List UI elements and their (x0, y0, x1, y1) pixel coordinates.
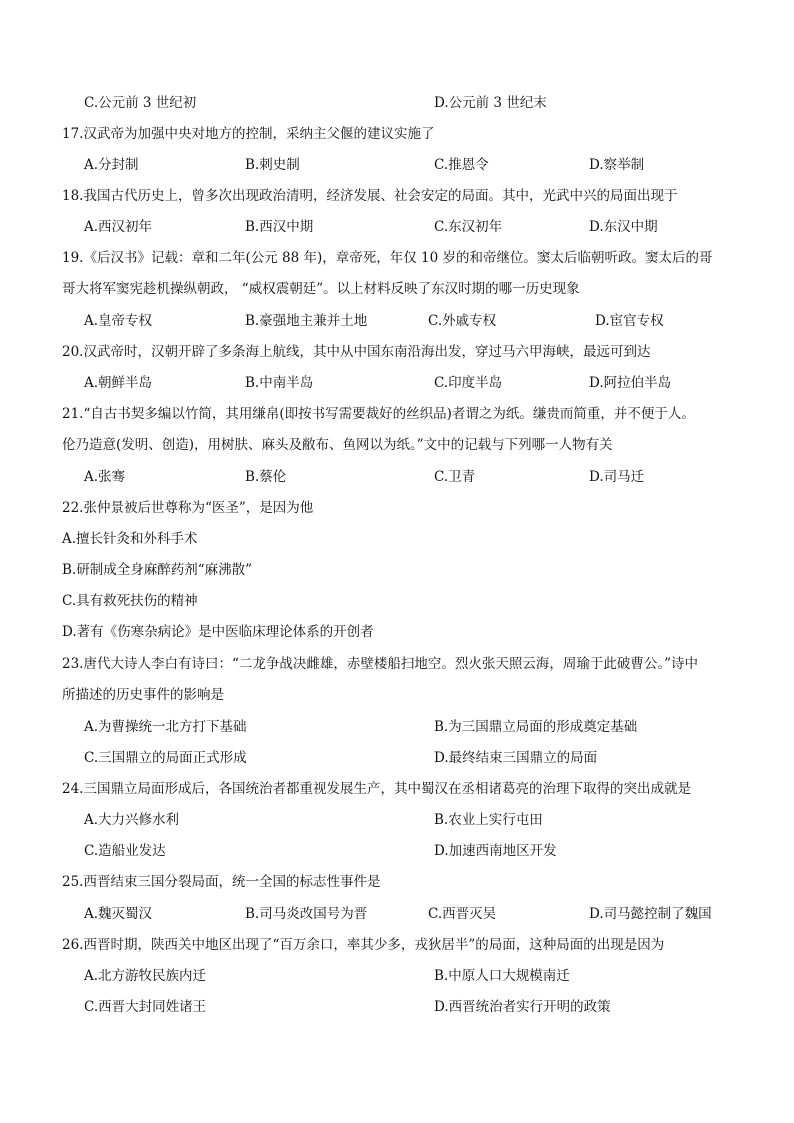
question-18-options (0, 217, 794, 237)
question-21-stem-line-1: 21.“自古书契多编以竹简，其用缣帛(即按书写需要裁好的丝织品)者谓之为纸。缣贵而简重，并不便于人。 (62, 406, 695, 422)
q18-option-a[interactable]: A.西汉初年 (84, 219, 153, 235)
q20-option-c[interactable]: C.印度半岛 (434, 375, 503, 391)
q22-option-c[interactable]: C.具有救死扶伤的精神 (62, 593, 198, 609)
q19-option-d[interactable]: D.宦官专权 (595, 313, 664, 329)
question-19-stem-line-1: 19.《后汉书》记载：章和二年(公元 88 年)，章帝死，年仅 10 岁的和帝继位。窦太后临朝听政。窦太后的哥 (62, 250, 713, 266)
q26-option-a[interactable]: A.北方游牧民族内迁 (84, 968, 207, 984)
question-16-options-cd (0, 93, 794, 113)
q26-option-b[interactable]: B.中原人口大规模南迁 (434, 968, 570, 984)
q25-option-c[interactable]: C.西晋灭吴 (428, 906, 497, 922)
q21-option-c[interactable]: C.卫青 (434, 469, 476, 485)
question-23-stem-line-2: 所描述的历史事件的影响是 (62, 687, 224, 703)
q25-option-b[interactable]: B.司马炎改国号为晋 (245, 906, 368, 922)
question-20-options (0, 373, 794, 393)
q22-option-d[interactable]: D.著有《伤寒杂病论》是中医临床理论体系的开创者 (62, 624, 374, 640)
q17-option-c[interactable]: C.推恩令 (434, 157, 489, 173)
q16-option-d[interactable]: D.公元前 3 世纪末 (434, 95, 547, 111)
q17-option-d[interactable]: D.察举制 (589, 157, 645, 173)
q19-option-b[interactable]: B.豪强地主兼并土地 (245, 313, 368, 329)
question-24-options-ab (0, 810, 794, 830)
q22-option-b[interactable]: B.研制成全身麻醉药剂“麻沸散” (62, 562, 253, 578)
q23-option-d[interactable]: D.最终结束三国鼎立的局面 (434, 750, 598, 766)
q17-option-a[interactable]: A.分封制 (84, 157, 139, 173)
q16-option-c[interactable]: C.公元前 3 世纪初 (84, 95, 197, 111)
q25-option-a[interactable]: A.魏灭蜀汉 (84, 906, 153, 922)
question-24-options-cd (0, 841, 794, 861)
q26-option-d[interactable]: D.西晋统治者实行开明的政策 (434, 999, 611, 1015)
q23-option-a[interactable]: A.为曹操统一北方打下基础 (84, 719, 247, 735)
q21-option-a[interactable]: A.张骞 (84, 469, 126, 485)
question-25-stem: 25.西晋结束三国分裂局面，统一全国的标志性事件是 (62, 874, 381, 890)
question-25-options (0, 904, 794, 924)
q18-option-c[interactable]: C.东汉初年 (434, 219, 503, 235)
question-18-stem: 18.我国古代历史上，曾多次出现政治清明，经济发展、社会安定的局面。其中，光武中兴的局面出现于 (62, 188, 678, 204)
q20-option-b[interactable]: B.中南半岛 (245, 375, 314, 391)
question-23-stem-line-1: 23.唐代大诗人李白有诗曰：“二龙争战决雌雄，赤壁楼船扫地空。烈火张天照云海，周瑜于此破曹公。”诗中 (62, 656, 699, 672)
question-26-options-cd (0, 997, 794, 1017)
question-22-stem: 22.张仲景被后世尊称为“医圣”，是因为他 (62, 500, 314, 516)
q24-option-a[interactable]: A.大力兴修水利 (84, 812, 180, 828)
question-21-stem-line-2: 伦乃造意(发明、创造)，用树肤、麻头及敝布、鱼网以为纸。”文中的记载与下列哪一人物有关 (62, 437, 613, 453)
q24-option-c[interactable]: C.造船业发达 (84, 843, 166, 859)
question-20-stem: 20.汉武帝时，汉朝开辟了多条海上航线，其中从中国东南沿海出发，穿过马六甲海峡，最远可到达 (62, 344, 651, 360)
q18-option-d[interactable]: D.东汉中期 (589, 219, 658, 235)
question-26-stem: 26.西晋时期，陕西关中地区出现了“百万余口，率其少多，戎狄居半”的局面，这种局面的出现是因为 (62, 937, 665, 953)
question-17-stem: 17.汉武帝为加强中央对地方的控制，采纳主父偃的建议实施了 (62, 126, 435, 142)
q23-option-c[interactable]: C.三国鼎立的局面正式形成 (84, 750, 247, 766)
question-17-options (0, 155, 794, 175)
question-19-options (0, 311, 794, 331)
question-21-options (0, 467, 794, 487)
q21-option-d[interactable]: D.司马迁 (589, 469, 645, 485)
q26-option-c[interactable]: C.西晋大封同姓诸王 (84, 999, 207, 1015)
q24-option-d[interactable]: D.加速西南地区开发 (434, 843, 557, 859)
q21-option-b[interactable]: B.蔡伦 (245, 469, 287, 485)
question-23-options-ab (0, 717, 794, 737)
q17-option-b[interactable]: B.刺史制 (245, 157, 300, 173)
q24-option-b[interactable]: B.农业上实行屯田 (434, 812, 543, 828)
question-24-stem: 24.三国鼎立局面形成后，各国统治者都重视发展生产，其中蜀汉在丞相诸葛亮的治理下取得的突出成就是 (62, 781, 691, 797)
q19-option-c[interactable]: C.外戚专权 (428, 313, 497, 329)
q25-option-d[interactable]: D.司马懿控制了魏国 (589, 906, 712, 922)
q23-option-b[interactable]: B.为三国鼎立局面的形成奠定基础 (434, 719, 638, 735)
q22-option-a[interactable]: A.擅长针灸和外科手术 (62, 531, 198, 547)
question-26-options-ab (0, 966, 794, 986)
q20-option-a[interactable]: A.朝鲜半岛 (84, 375, 153, 391)
q18-option-b[interactable]: B.西汉中期 (245, 219, 314, 235)
q19-option-a[interactable]: A.皇帝专权 (84, 313, 153, 329)
question-19-stem-line-2: 哥大将军窦宪趁机操纵朝政， “威权震朝廷”。以上材料反映了东汉时期的哪一历史现象 (62, 281, 580, 297)
q20-option-d[interactable]: D.阿拉伯半岛 (589, 375, 672, 391)
question-23-options-cd (0, 748, 794, 768)
